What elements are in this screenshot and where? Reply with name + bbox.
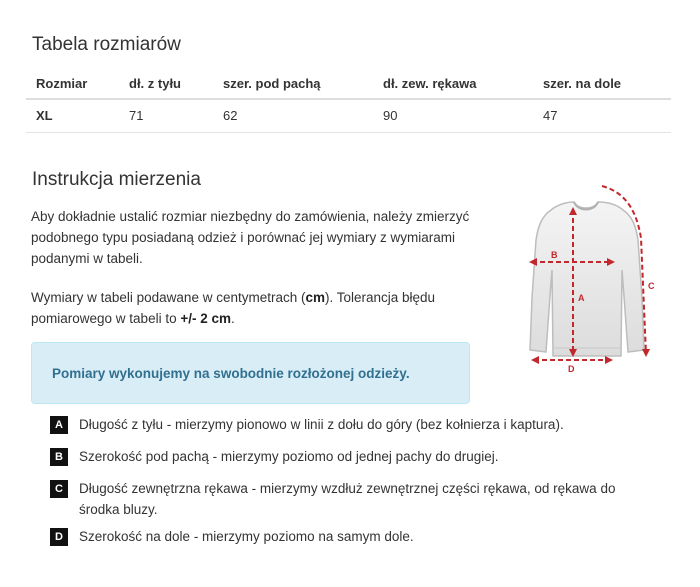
sweatshirt-measurement-figure <box>496 178 676 378</box>
measure-label-b: B <box>551 250 558 260</box>
column-header-bottom-width: szer. na dole <box>533 69 671 99</box>
size-table-title: Tabela rozmiarów <box>32 34 181 55</box>
sweatshirt-silhouette <box>530 202 644 356</box>
info-alert <box>31 342 470 404</box>
legend-badge-d: D <box>50 528 68 546</box>
legend-text-d: Szerokość na dole - mierzymy poziomo na samym dole. <box>79 529 414 544</box>
column-header-sleeve-length: dł. zew. rękawa <box>373 69 533 99</box>
measure-label-a: A <box>578 293 585 303</box>
cell-size: XL <box>26 99 119 132</box>
cell-back-length: 71 <box>119 99 213 132</box>
legend-badge-b: B <box>50 448 68 466</box>
table-row <box>26 99 671 132</box>
cell-chest-width: 62 <box>213 99 373 132</box>
measure-label-c: C <box>648 281 655 291</box>
tolerance-unit: cm <box>305 290 325 305</box>
legend-badge-c: C <box>50 480 68 498</box>
legend-text-b: Szerokość pod pachą - mierzymy poziomo od jednej pachy do drugiej. <box>79 449 499 464</box>
measure-arrow-d-right <box>605 356 613 364</box>
tolerance-prefix: Wymiary w tabeli podawane w centymetrach ( <box>31 290 306 305</box>
cell-bottom-width: 47 <box>533 99 671 132</box>
measure-arrow-d-left <box>531 356 539 364</box>
instructions-intro: Aby dokładnie ustalić rozmiar niezbędny do zamówienia, należy zmierzyć podobnego typu posiadaną odzież i porównać jej wymiary z wymiarami podanymi w tabeli. <box>31 209 470 266</box>
tolerance-suffix: . <box>231 311 235 326</box>
measure-arrow-b-left <box>529 258 537 266</box>
tolerance-value: +/- 2 cm <box>180 311 231 326</box>
measure-label-d: D <box>568 364 575 374</box>
size-table <box>26 69 671 133</box>
tolerance-middle: ). Tolerancja błędu pomiarowego w tabeli to <box>31 290 436 326</box>
column-header-chest-width: szer. pod pachą <box>213 69 373 99</box>
legend-text-a: Długość z tyłu - mierzymy pionowo w linii z dołu do góry (bez kołnierza i kaptura). <box>79 417 564 432</box>
column-header-size: Rozmiar <box>26 69 119 99</box>
measure-arrow-c-end <box>642 349 650 357</box>
tolerance-note <box>31 287 471 329</box>
info-alert-text: Pomiary wykonujemy na swobodnie rozłożonej odzieży. <box>52 366 410 381</box>
size-table-header-row <box>26 69 671 99</box>
column-header-back-length: dł. z tyłu <box>119 69 213 99</box>
cell-sleeve-length: 90 <box>373 99 533 132</box>
legend-text-c: Długość zewnętrzna rękawa - mierzymy wzdłuż zewnętrznej części rękawa, od rękawa do środka bluzy. <box>79 481 616 517</box>
legend-badge-a: A <box>50 416 68 434</box>
instructions-title: Instrukcja mierzenia <box>32 169 201 190</box>
